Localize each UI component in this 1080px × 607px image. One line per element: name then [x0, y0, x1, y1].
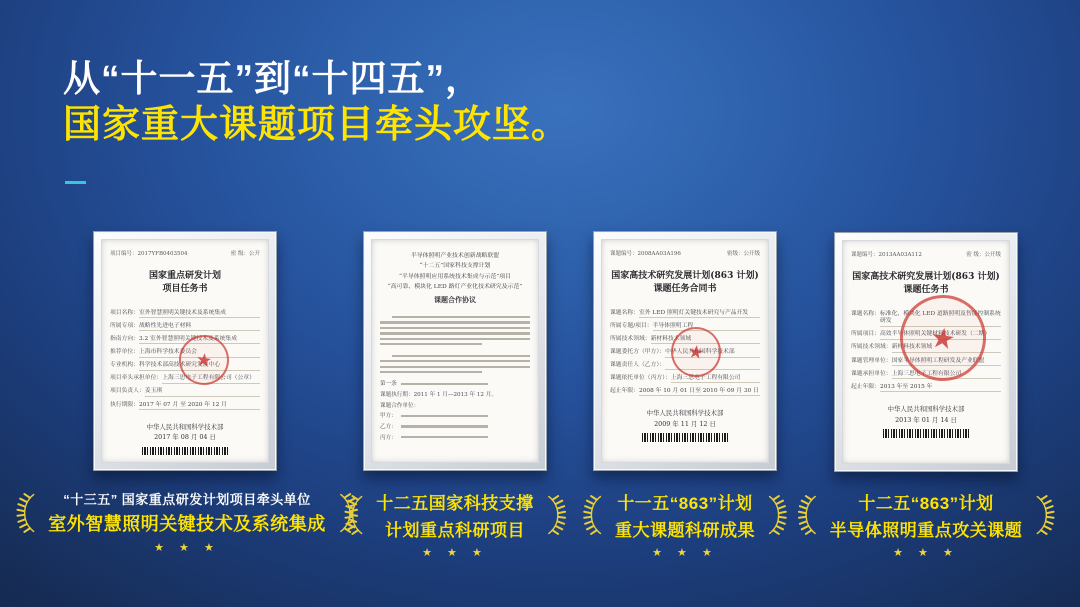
- doc-field-row: 所属技术领域： 新材料技术领域: [851, 344, 1001, 353]
- doc2-clauses: 第一条 课题执行期：2011 年 1 月—2013 年 12 月。 课题合作单位： 甲方： 乙方： 丙方：: [380, 381, 497, 441]
- laurel-left-icon: [342, 492, 366, 538]
- doc-field-row: 指南方向： 3.2 室外智慧照明关键技术及系统集成: [110, 336, 260, 345]
- doc-field-row: 专业机构： 科学技术部高技术研究发展中心: [110, 362, 260, 371]
- red-seal-icon: ★: [894, 289, 991, 386]
- doc-field-row: 项目名称： 室外智慧照明关键技术及系统集成: [110, 310, 260, 319]
- doc2-paragraph-2: [380, 351, 530, 373]
- doc4-footer: 中华人民共和国科学技术部 2013 年 01 月 14 日: [887, 405, 965, 424]
- doc-field-row: 课题管理单位： 国家半导体照明工程研发及产业联盟: [851, 358, 1001, 367]
- doc-field-row: 项目牵头承担单位： 上海三思电子工程有限公司（公章）: [110, 375, 260, 384]
- caption-4-line-1: 十二五“863”计划: [858, 494, 994, 513]
- doc1-meta: [110, 249, 260, 257]
- doc2-header: 半导体照明产业技术创新战略联盟 “十二五”国家科技支撑计划 “半导体照明应用系统技术集成与示范”项目 “高可靠、模块化 LED 路灯产业化技术研究及示范” 课题合作协议: [380, 251, 530, 307]
- doc-field-row: 执行期限： 2017 年 07 月 至 2020 年 12 月: [110, 402, 260, 411]
- doc-field-row: 课题委托方（甲方）： 中华人民共和国科学技术部: [610, 349, 760, 358]
- title-line-1: 从“十一五”到“十四五”，: [63, 58, 483, 99]
- doc-field-row: 课题责任人（乙方）：: [610, 362, 760, 370]
- caption-3: [581, 489, 789, 559]
- barcode: [142, 447, 228, 455]
- certificate-frame-3: [593, 231, 777, 471]
- laurel-left-icon: [796, 492, 820, 538]
- laurel-left-icon: [14, 490, 38, 536]
- caption-3-line-2: 重大课题科研成果: [615, 521, 755, 540]
- laurel-left-icon: [581, 492, 605, 538]
- laurel-right-icon: [544, 492, 568, 538]
- doc3-title: 国家高技术研究发展计划(863 计划) 课题任务合同书: [611, 271, 759, 295]
- doc-field-row: 课题名称： 标准化、模块化 LED 道路照明及智能控制系统研发: [851, 311, 1001, 327]
- doc-field-row: 起止年限： 2008 年 10 月 01 日至 2010 年 09 月 30 日: [610, 388, 760, 397]
- doc3-secrecy: 密级：公开级: [726, 251, 760, 257]
- caption-4: [796, 489, 1057, 559]
- title-accent-dash: [65, 181, 86, 184]
- certificate-paper-3: [601, 239, 769, 463]
- caption-1-line-2: 室外智慧照明关键技术及系统集成: [48, 514, 326, 534]
- doc-field-row: 所属专项： 战略性先进电子材料: [110, 323, 260, 332]
- doc1-title: 国家重点研发计划 项目任务书: [148, 271, 221, 295]
- caption-2: [342, 489, 568, 559]
- doc4-meta: [851, 250, 1001, 258]
- laurel-right-icon: [1032, 492, 1056, 538]
- certificate-frame-1: [93, 231, 277, 471]
- doc-field-row: 起止年限： 2013 年至 2015 年: [851, 384, 1001, 393]
- red-seal-icon: ★: [668, 324, 724, 380]
- stars-row: ★ ★ ★: [652, 547, 718, 559]
- stars-row: ★ ★ ★: [422, 547, 488, 559]
- doc-field-row: 所属专题/项目： 半导体照明工程: [610, 323, 760, 332]
- doc1-secrecy: 密 级：公开: [230, 251, 260, 257]
- certificate-frame-2: [363, 231, 547, 471]
- doc-field-row: 课题名称： 室外 LED 照明灯关键技术研究与产品开发: [610, 310, 760, 319]
- certificate-paper-2: [371, 239, 539, 463]
- slide-title: [63, 60, 570, 144]
- red-seal-icon: ★: [176, 332, 232, 388]
- stars-row: ★ ★ ★: [893, 547, 959, 559]
- certificate-paper-1: [101, 239, 269, 463]
- doc-field-row: 推荐单位： 上海市科学技术委员会: [110, 349, 260, 358]
- certificate-frame-4: [834, 232, 1018, 472]
- caption-1: [14, 489, 360, 554]
- doc2-paragraph-1: [380, 313, 530, 346]
- doc1-footer: 中华人民共和国科学技术部 2017 年 08 月 04 日: [146, 423, 224, 442]
- caption-2-line-2: 计划重点科研项目: [385, 521, 525, 540]
- caption-2-line-1: 十二五国家科技支撑: [376, 494, 534, 513]
- doc3-meta: [610, 249, 760, 257]
- doc4-secrecy: 密 级：公开级: [966, 252, 1001, 258]
- doc2-title: 课题合作协议: [434, 295, 476, 305]
- barcode: [883, 429, 969, 438]
- doc-field-row: 所属项目： 高效半导体照明关键材料技术研发（二期）: [851, 331, 1001, 340]
- title-line-2: 国家重大课题项目牵头攻坚。: [63, 104, 571, 146]
- doc4-title: 国家高技术研究发展计划(863 计划) 课题任务书: [852, 272, 1000, 296]
- doc3-footer: 中华人民共和国科学技术部 2009 年 11 月 12 日: [646, 409, 724, 428]
- barcode: [642, 433, 728, 442]
- caption-4-line-2: 半导体照明重点攻关课题: [829, 521, 1023, 540]
- doc-field-row: 课题承担单位： 上海三思电子工程有限公司: [851, 371, 1001, 380]
- caption-1-line-1: “十三五” 国家重点研发计划项目牵头单位: [63, 492, 311, 507]
- laurel-right-icon: [765, 492, 789, 538]
- doc4-number: 课题编号：2013AA03A112: [851, 252, 922, 258]
- doc-field-row: 课题依托单位（丙方）： 上海三思电子工程有限公司: [610, 375, 760, 384]
- doc1-number: 项目编号：2017YFB0403504: [110, 251, 188, 257]
- doc-field-row: 所属技术领域： 新材料技术领域: [610, 336, 760, 345]
- caption-3-line-1: 十一五“863”计划: [617, 494, 753, 513]
- doc3-number: 课题编号：2008AA03A196: [610, 251, 681, 257]
- stars-row: ★ ★ ★: [154, 542, 220, 554]
- certificate-paper-4: [842, 240, 1010, 464]
- doc-field-row: 项目负责人： 姜玉琪: [110, 388, 260, 397]
